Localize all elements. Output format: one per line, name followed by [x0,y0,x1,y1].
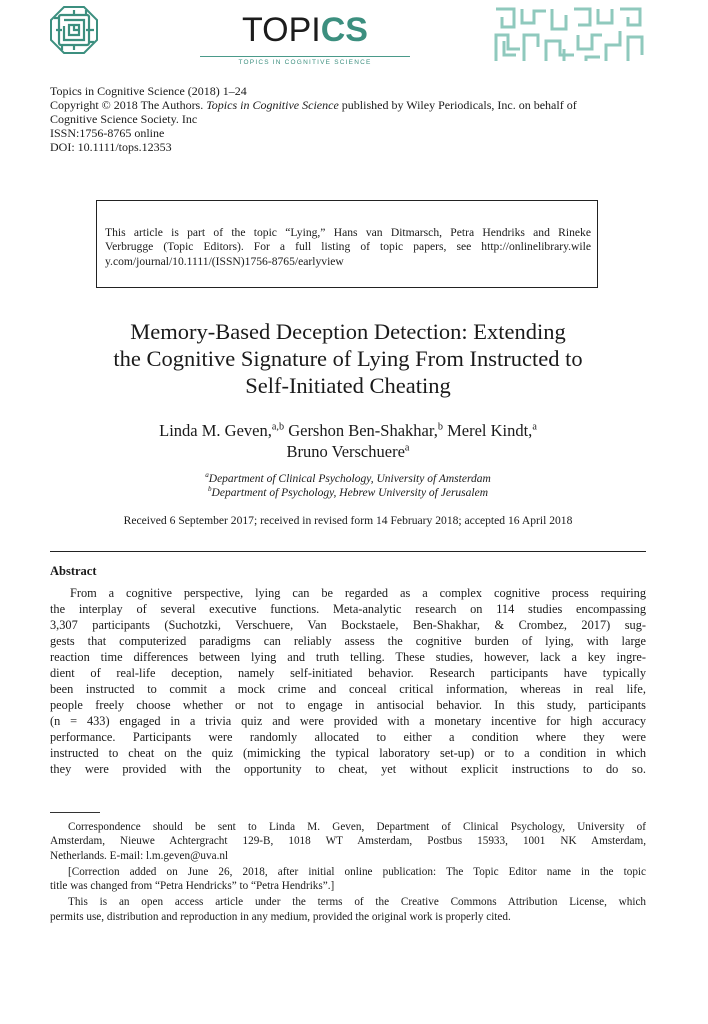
footnote-correction-line: title was changed from “Petra Hendricks” to “Petra Hendriks”.] [50,880,335,893]
journal-wordmark [200,11,410,66]
abstract-line: they were provided with the opportunity to cheat, yet without explicit instructions to do so. [50,762,646,776]
author-name: Merel Kindt, [442,421,533,440]
affiliation-item [50,472,646,486]
footnote-license-line: permits use, distribution and reproduction in any medium, provided the original work is properly cited. [50,910,511,923]
author-affiliation-mark: a [532,421,537,433]
copyright-journal: Topics in Cognitive Science [206,98,339,112]
maze-seal-icon [50,6,98,54]
abstract-line: people freely choose whether or not to engage in antisocial behavior. In this study, participants [50,698,646,712]
affiliations [50,472,646,500]
footnote-divider [50,812,100,813]
section-divider [50,551,646,552]
footnote-license-line: This is an open access article under the terms of the Creative Commons Attribution License, which [68,896,646,909]
footnote-correspondence-line: Netherlands. E-mail: l.m.geven@uva.nl [50,849,229,862]
abstract-line: (n = 433) engaged in a trivia quiz and were provided with a monetary incentive for high accuracy [50,714,646,728]
affiliation-mark: b [207,485,212,494]
topic-line-2: Verbrugge (Topic Editors). For a full listing of topic papers, see http://onlinelibrary.wile [105,240,591,254]
copyright-line2: Cognitive Science Society. Inc [50,112,198,126]
abstract-heading: Abstract [50,564,97,578]
footnote-correspondence-line: Amsterdam, Nieuwe Achtergracht 129-B, 1018 WT Amsterdam, Postbus 15933, 1001 NK Amsterdam, [50,835,646,848]
author-name: Bruno Verschuere [286,442,405,461]
title-line-2: the Cognitive Signature of Lying From Instructed to [113,346,583,371]
received-dates: Received 6 September 2017; received in revised form 14 February 2018; accepted 16 April 2018 [123,514,573,527]
abstract-line: instructed to cheat on the quiz (mimicking the typical laboratory set-up) or to a condition in which [50,746,646,760]
author-name: Linda M. Geven, [159,421,272,440]
topic-notice-box [96,200,598,288]
article-metadata [50,84,650,154]
citation: Topics in Cognitive Science (2018) 1–24 [50,84,247,98]
abstract-line: been instructed to commit a mock crime and conceal critical information, whereas in real life, [50,682,646,696]
abstract-line: gests that computerized paradigms can reliably assess the cognitive burden of lying, with large [50,634,646,648]
wordmark-subtitle: TOPICS IN COGNITIVE SCIENCE [238,59,372,66]
author-affiliation-mark: b [437,421,443,433]
interlock-pattern-icon [494,5,644,65]
abstract-line: reaction time differences between lying and truth telling. These studies, however, lack a key ingre- [50,650,646,664]
author-affiliation-mark: a,b [271,421,285,433]
issn: ISSN:1756-8765 online [50,126,165,140]
footnote-correspondence-line: Correspondence should be sent to Linda M. Geven, Department of Clinical Psychology, University of [68,821,646,833]
wordmark-suffix: CS [320,11,368,49]
affiliation-item [50,486,646,500]
doi: DOI: 10.1111/tops.12353 [50,140,172,154]
abstract-line: From a cognitive perspective, lying can be regarded as a complex cognitive process requiring [70,586,646,600]
abstract-line: dient of real-life deception, namely self-initiated behavior. Research participants have typically [50,666,646,680]
affiliation-mark: a [205,471,209,480]
wordmark-rule [200,56,410,57]
author-affiliation-mark: a [404,442,410,454]
footnotes [50,820,646,924]
author-name: Gershon Ben-Shakhar, [284,421,438,440]
copyright [50,98,650,112]
topic-notice-text [105,226,591,269]
wordmark-prefix: TOPI [242,11,321,49]
footnote-correction-line: [Correction added on June 26, 2018, after initial online publication: The Topic Editor name in the topic [68,865,646,878]
topic-line-3: y.com/journal/10.1111/(ISSN)1756-8765/earlyview [105,254,344,268]
copyright-suffix: published by Wiley Periodicals, Inc. on behalf of [338,98,577,112]
abstract-line: the interplay of several executive functions. Meta-analytic research on 114 studies encompassing [50,602,646,616]
affiliation-text: Department of Clinical Psychology, University of Amsterdam [208,473,491,485]
abstract-body [50,585,646,777]
title-line-3: Self-Initiated Cheating [245,373,451,398]
title-line-1: Memory-Based Deception Detection: Extending [130,319,566,344]
abstract-line: performance. Participants were randomly allocated to either a condition where they were [50,730,646,744]
affiliation-text: Department of Psychology, Hebrew University of Jerusalem [211,487,489,499]
copyright-prefix: Copyright © 2018 The Authors. [50,98,207,112]
topic-line-1: This article is part of the topic “Lying,” Hans van Ditmarsch, Petra Hendriks and Rineke [105,226,591,239]
author-list [50,420,646,462]
abstract-line: 3,307 participants (Suchotzki, Verschuere, Van Bockstaele, Ben-Shakhar, & Crombez, 2017) sug- [50,618,646,632]
article-title [50,318,646,399]
